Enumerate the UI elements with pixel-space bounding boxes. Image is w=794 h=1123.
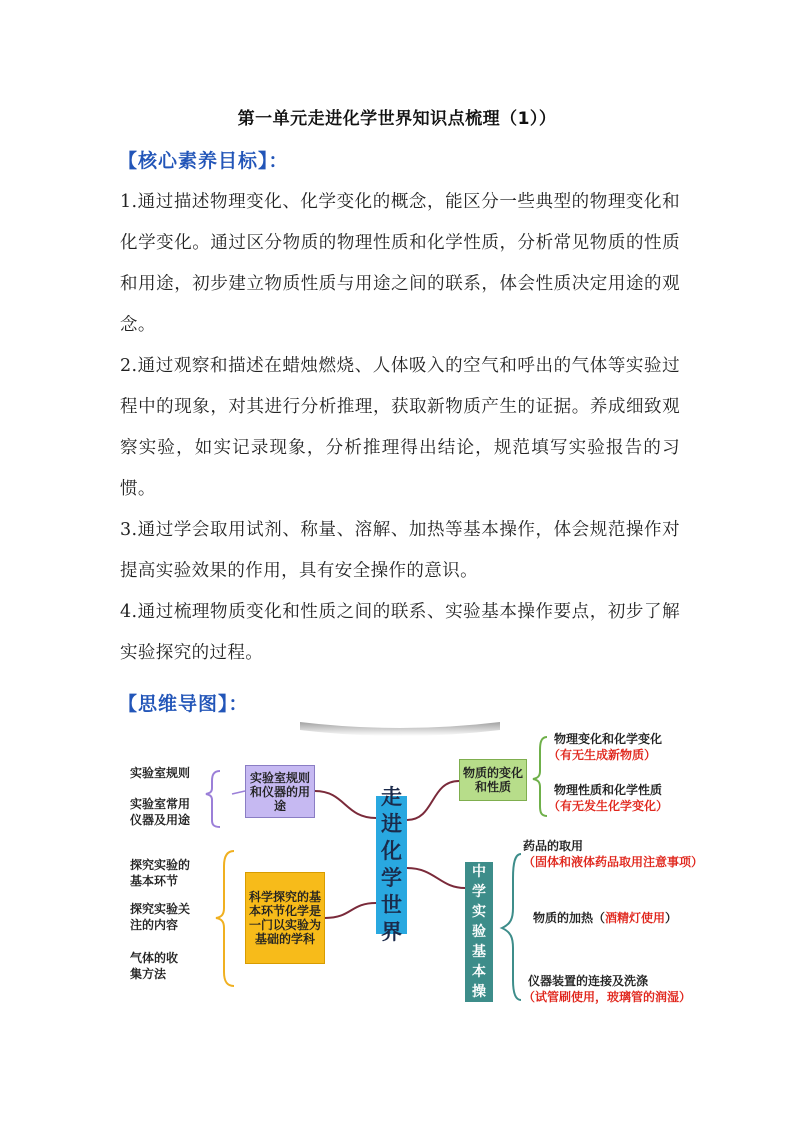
leaf-inquiry-steps: 探究实验的 [130, 858, 191, 872]
goal-item: 1.通过描述物理变化、化学变化的概念，能区分一些典型的物理变化和化学变化。通过区分物质的物理性质和化学性质，分析常见物质的性质和用途，初步建立物质性质与用途之间的联系，体会性质决定用途的观念。 [120, 192, 680, 335]
decorative-shadow [300, 722, 500, 736]
leaf-gas-collection: 集方法 [130, 967, 167, 981]
heating-end: ） [665, 911, 678, 925]
center-char: 世 [381, 893, 402, 917]
node-science: 科学探究的基本环节化学是一门以实验为基础的学科 [245, 872, 325, 964]
center-char: 走 [381, 785, 402, 809]
node-operations [465, 862, 493, 1002]
leaf-change-types: 物理变化和化学变化 [554, 732, 663, 746]
leaf-heating [533, 910, 677, 926]
connector-change [407, 781, 459, 820]
leaf-lab-instruments: 实验室常用 [130, 797, 191, 811]
goal-item: 3.通过学会取用试剂、称量、溶解、加热等基本操作，体会规范操作对提高实验效果的作用，具有安全操作的意识。 [120, 520, 680, 581]
ops-char: 实 [472, 904, 486, 920]
connector-lab [315, 791, 376, 818]
ops-char: 基 [472, 944, 486, 960]
leaf-inquiry-focus: 探究实验关 [130, 902, 191, 916]
leaf-property-types: 物理性质和化学性质 [554, 783, 663, 797]
brace-ops [502, 854, 521, 1000]
connector-ops [407, 868, 465, 888]
heating-note: 酒精灯使用 [605, 911, 666, 925]
leaf-drug-taking: 药品的取用 [523, 839, 584, 853]
ops-char: 本 [472, 964, 486, 980]
leaf-change-types-note: （有无生成新物质） [548, 748, 657, 762]
leaf-drug-taking-note: （固体和液体药品取用注意事项） [523, 855, 704, 869]
node-change: 物质的变化和性质 [459, 759, 527, 801]
node-lab: 实验室规则和仪器的用途 [245, 765, 315, 818]
leaf-assembly-washing-note: （试管刷使用，玻璃管的润湿） [523, 990, 692, 1004]
heating-label: 物质的加热（ [533, 911, 606, 925]
leaf-lab-rules: 实验室规则 [130, 766, 191, 780]
mind-map [100, 718, 720, 1018]
leaf-inquiry-focus: 注的内容 [130, 918, 179, 932]
node-center [376, 785, 407, 944]
leaf-property-types-note: （有无发生化学变化） [548, 799, 669, 813]
connector-science [325, 903, 376, 918]
brace-lab-link [232, 791, 245, 794]
goals-list [120, 182, 680, 674]
center-char: 学 [381, 866, 402, 890]
center-char: 进 [381, 812, 402, 836]
document-title: 第一单元走进化学世界知识点梳理（1）） [237, 109, 557, 129]
center-char: 化 [381, 839, 402, 863]
ops-char: 学 [472, 884, 486, 900]
center-char: 界 [381, 920, 402, 944]
ops-char: 中 [472, 864, 486, 880]
leaf-assembly-washing: 仪器装置的连接及洗涤 [528, 974, 649, 988]
mindmap-heading: 【思维导图】： [118, 693, 249, 715]
goal-item: 2.通过观察和描述在蜡烛燃烧、人体吸入的空气和呼出的气体等实验过程中的现象，对其进行分析推理，获取新物质产生的证据。养成细致观察实验，如实记录现象，分析推理得出结论，规范填写实验报告的习惯。 [120, 356, 680, 499]
ops-char: 验 [472, 924, 486, 940]
goal-item: 4.通过梳理物质变化和性质之间的联系、实验基本操作要点，初步了解实验探究的过程。 [120, 602, 680, 663]
leaf-lab-instruments: 仪器及用途 [130, 813, 191, 827]
ops-char: 操 [472, 984, 486, 1000]
brace-change [533, 737, 547, 816]
leaf-gas-collection: 气体的收 [130, 951, 179, 965]
core-goals-heading: 【核心素养目标】： [118, 150, 289, 172]
leaf-inquiry-steps: 基本环节 [130, 874, 179, 888]
brace-lab [206, 771, 220, 827]
brace-science [216, 851, 234, 986]
